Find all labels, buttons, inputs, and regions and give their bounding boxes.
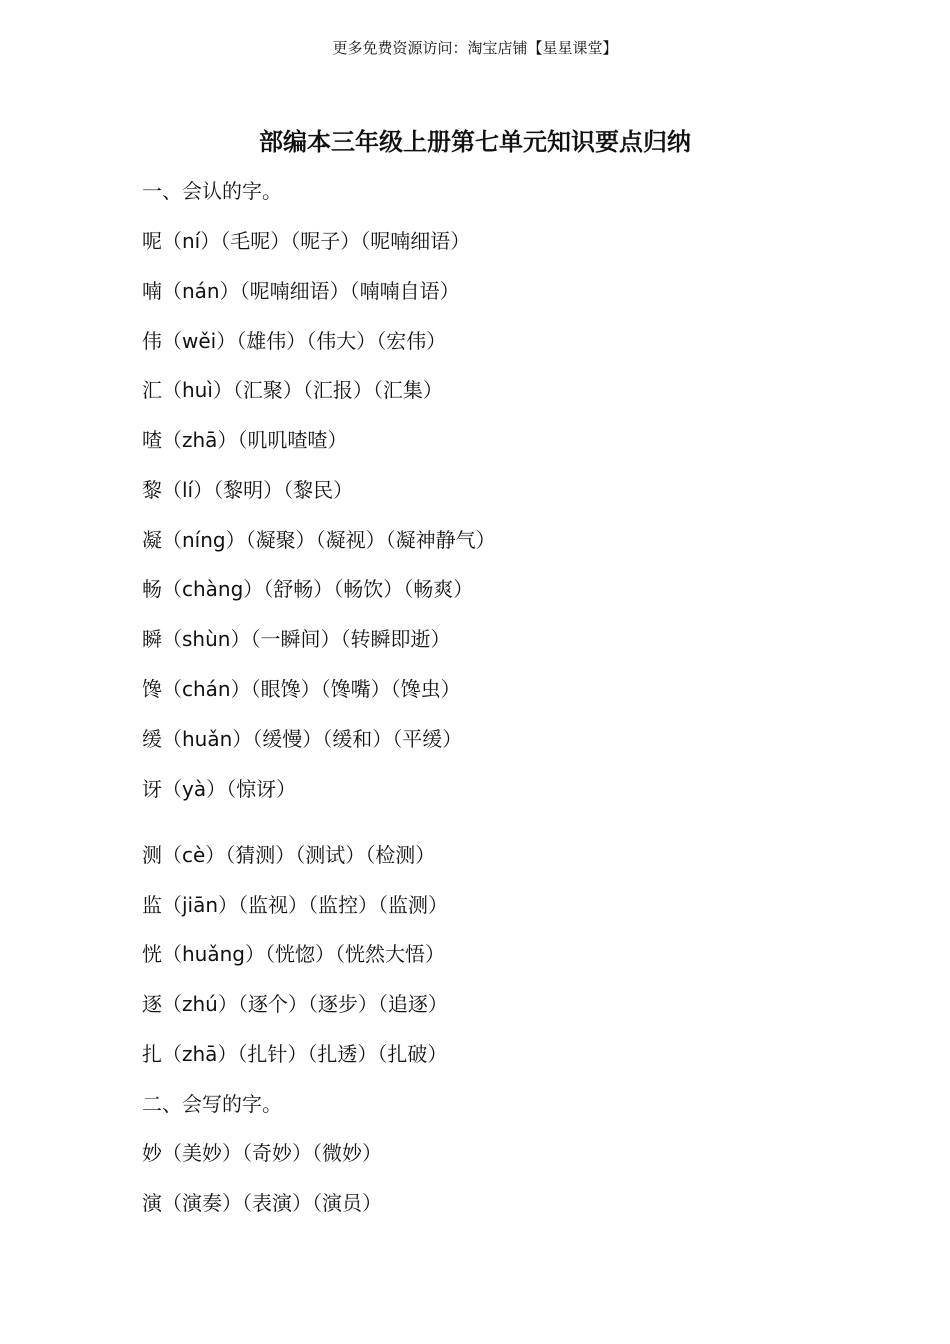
char-entry-line: 恍（huǎng）（恍惚）（恍然大悟） [142,942,445,966]
section-heading: 一、会认的字。 [142,179,282,203]
char-entry-line: 伟（wěi）（雄伟）（伟大）（宏伟） [142,329,447,353]
char-entry-line: 凝（níng）（凝聚）（凝视）（凝神静气） [142,528,496,552]
char-entry-line: 缓（huǎn）（缓慢）（缓和）（平缓） [142,727,463,751]
char-entry-line: 讶（yà）（惊讶） [142,777,297,801]
document-title: 部编本三年级上册第七单元知识要点归纳 [259,128,691,156]
char-entry-line: 演（演奏）（表演）（演员） [142,1191,382,1215]
char-entry-line: 逐（zhú）（逐个）（逐步）（追逐） [142,992,448,1016]
char-entry-line: 呢（ní）（毛呢）（呢子）（呢喃细语） [142,229,471,253]
char-entry-line: 黎（lí）（黎明）（黎民） [142,478,354,502]
char-entry-line: 扎（zhā）（扎针）（扎透）（扎破） [142,1042,448,1066]
section-heading: 二、会写的字。 [142,1092,282,1116]
char-entry-line: 畅（chàng）（舒畅）（畅饮）（畅爽） [142,577,474,601]
char-entry-line: 喳（zhā）（叽叽喳喳） [142,428,348,452]
char-entry-line: 妙（美妙）（奇妙）（微妙） [142,1141,382,1165]
char-entry-line: 监（jiān）（监视）（监控）（监测） [142,893,449,917]
char-entry-line: 馋（chán）（眼馋）（馋嘴）（馋虫） [142,677,461,701]
char-entry-line: 测（cè）（猜测）（测试）（检测） [142,843,436,867]
char-entry-line: 瞬（shùn）（一瞬间）（转瞬即逝） [142,627,451,651]
page-header: 更多免费资源访问：淘宝店铺【星星课堂】 [332,39,618,57]
char-entry-line: 汇（huì）（汇聚）（汇报）（汇集） [142,378,443,402]
char-entry-line: 喃（nán）（呢喃细语）（喃喃自语） [142,279,460,303]
